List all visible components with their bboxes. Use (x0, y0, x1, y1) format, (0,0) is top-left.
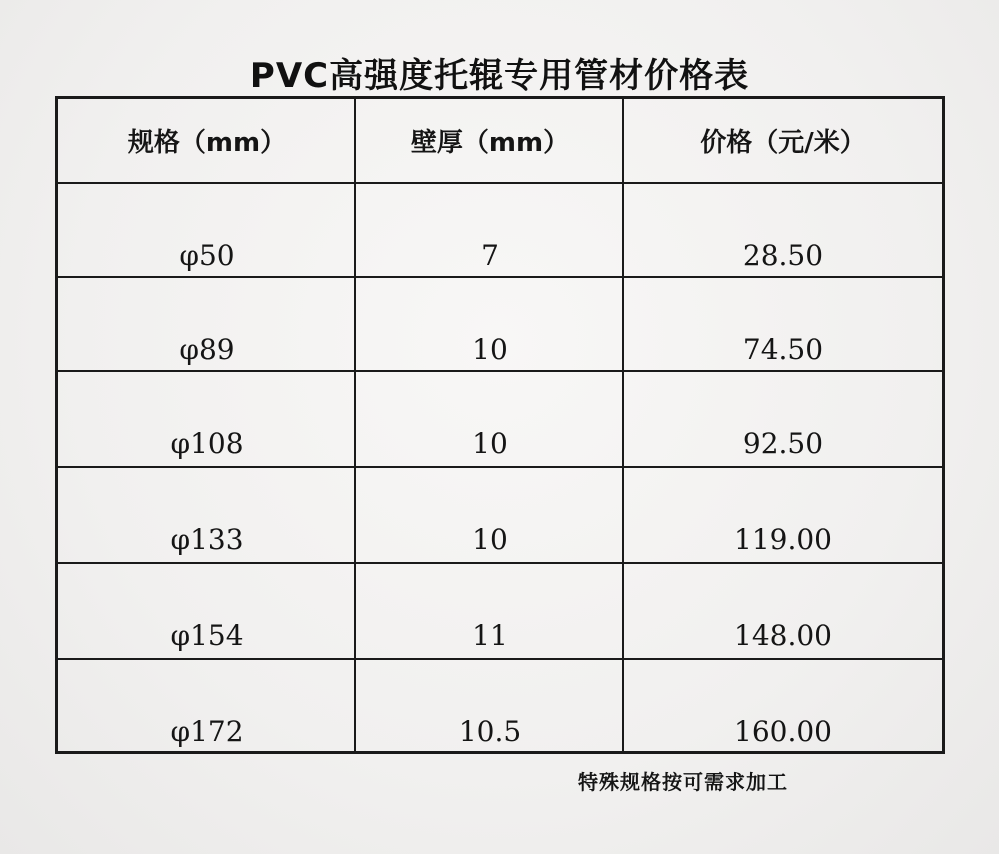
cell-spec: φ89 (179, 333, 235, 366)
cell-price: 119.00 (734, 523, 832, 556)
cell-price: 28.50 (742, 239, 824, 272)
table-header-row (58, 99, 942, 182)
cell-spec: φ133 (170, 523, 244, 556)
cell-wall: 10 (472, 333, 508, 366)
cell-wall: 10.5 (458, 715, 522, 748)
table-row (58, 658, 942, 754)
cell-spec: φ108 (170, 427, 244, 460)
header-wall-thickness: 壁厚（mm） (410, 128, 570, 158)
price-table (55, 96, 945, 754)
footnote: 特殊规格按可需求加工 (578, 770, 788, 794)
table-row (58, 182, 942, 278)
header-price: 价格（元/米） (700, 128, 866, 158)
cell-price: 92.50 (742, 427, 824, 460)
cell-price: 160.00 (734, 715, 832, 748)
cell-wall: 10 (472, 523, 508, 556)
cell-spec: φ172 (170, 715, 244, 748)
cell-spec: φ50 (179, 239, 235, 272)
cell-wall: 7 (481, 239, 499, 272)
cell-wall: 11 (472, 619, 508, 652)
table-row (58, 466, 942, 562)
header-spec: 规格（mm） (127, 128, 287, 158)
cell-price: 74.50 (742, 333, 824, 366)
table-row (58, 370, 942, 466)
cell-spec: φ154 (170, 619, 244, 652)
cell-price: 148.00 (734, 619, 832, 652)
table-row (58, 276, 942, 372)
page-title: PVC高强度托辊专用管材价格表 (249, 56, 750, 96)
table-row (58, 562, 942, 658)
cell-wall: 10 (472, 427, 508, 460)
